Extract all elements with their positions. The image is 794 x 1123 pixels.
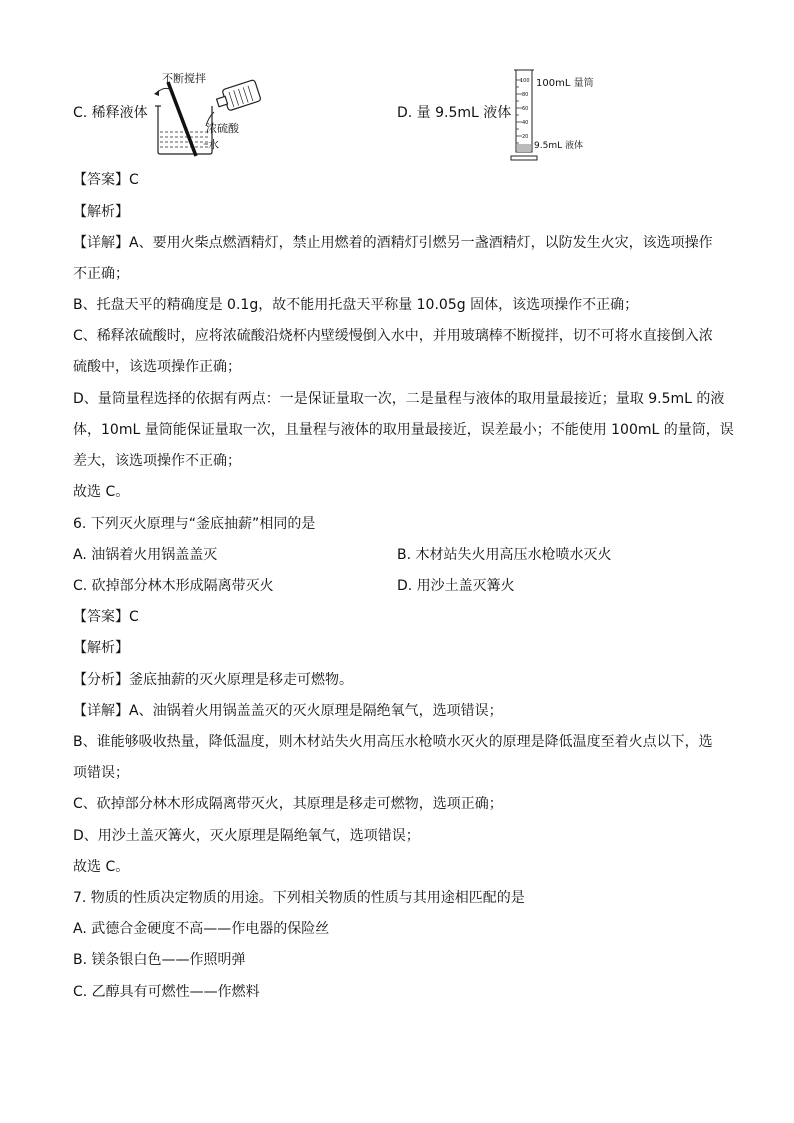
q6-stem: 6. 下列灭火原理与“釜底抽薪”相同的是 <box>73 516 316 532</box>
q5-answer: 【答案】C <box>73 172 139 188</box>
q5-detail-line: 【详解】A、要用火柴点燃酒精灯，禁止用燃着的酒精灯引燃另一盏酒精灯，以防发生火灾，该选项操作 <box>73 235 713 251</box>
cylinder-label: 100mL 量筒 <box>536 78 594 89</box>
acid-label: 浓硫酸 <box>206 122 239 135</box>
q5-detail-line: 硫酸中，该选项操作正确； <box>73 359 241 375</box>
q5-detail-line: D、量筒量程选择的依据有两点：一是保证量取一次，二是量程与液体的取用量最接近；量取 9.5mL 的液 <box>73 391 725 407</box>
tick-label: 20 <box>522 134 529 140</box>
tick-label: 40 <box>522 120 529 126</box>
q5-analysis-heading: 【解析】 <box>73 204 129 220</box>
q6-option-d: D. 用沙土盖灭篝火 <box>397 578 515 594</box>
q7-stem: 7. 物质的性质决定物质的用途。下列相关物质的性质与其用途相匹配的是 <box>73 890 525 906</box>
q6-conclusion: 故选 C。 <box>73 859 130 875</box>
tick-label: 60 <box>522 106 529 112</box>
q6-detail-line: 【详解】A、油锅着火用锅盖盖灭的灭火原理是隔绝氧气，选项错误； <box>73 703 503 719</box>
liquid-label: 9.5mL 液体 <box>534 141 583 151</box>
q7-option-a: A. 武德合金硬度不高——作电器的保险丝 <box>73 921 330 937</box>
q6-detail-line: D、用沙土盖灭篝火，灭火原理是隔绝氧气，选项错误； <box>73 828 420 844</box>
q6-option-a: A. 油锅着火用锅盖盖灭 <box>73 547 218 563</box>
q5-conclusion: 故选 C。 <box>73 484 130 500</box>
graduated-cylinder-figure <box>508 66 628 164</box>
q5-option-d: D. 量 9.5mL 液体 <box>397 105 512 121</box>
q6-answer: 【答案】C <box>73 609 139 625</box>
q5-detail-line: B、托盘天平的精确度是 0.1g，故不能用托盘天平称量 10.05g 固体，该选项操作不正确； <box>73 297 639 313</box>
q5-option-c: C. 稀释液体 <box>73 105 148 121</box>
q6-analysis: 【分析】釜底抽薪的灭火原理是移走可燃物。 <box>73 672 353 688</box>
q6-analysis-heading: 【解析】 <box>73 640 129 656</box>
q5-detail-line: 不正确； <box>73 266 129 282</box>
q7-option-b: B. 镁条银白色——作照明弹 <box>73 952 246 968</box>
q7-option-c: C. 乙醇具有可燃性——作燃料 <box>73 984 260 1000</box>
q6-option-c: C. 砍掉部分林木形成隔离带灭火 <box>73 578 274 594</box>
tick-label: 100 <box>520 78 530 84</box>
q6-detail-line: C、砍掉部分林木形成隔离带灭火，其原理是移走可燃物，选项正确； <box>73 796 503 812</box>
q6-option-b: B. 木材站失火用高压水枪喷水灭火 <box>397 547 612 563</box>
tick-label: 80 <box>522 92 529 98</box>
dilution-figure <box>150 68 280 158</box>
q6-detail-line: 项错误； <box>73 765 129 781</box>
stir-label: 不断搅拌 <box>162 72 206 85</box>
q5-detail-line: 差大，该选项操作不正确； <box>73 453 241 469</box>
q5-detail-line: 体，10mL 量筒能保证量取一次，且量程与液体的取用量最接近，误差最小；不能使用 100mL 的量筒，误 <box>73 422 734 438</box>
water-label: 水 <box>208 138 219 151</box>
q6-detail-line: B、谁能够吸收热量，降低温度，则木材站失火用高压水枪喷水灭火的原理是降低温度至着火点以下，选 <box>73 734 713 750</box>
q5-detail-line: C、稀释浓硫酸时，应将浓硫酸沿烧杯内壁缓慢倒入水中，并用玻璃棒不断搅拌，切不可将水直接倒入浓 <box>73 328 713 344</box>
